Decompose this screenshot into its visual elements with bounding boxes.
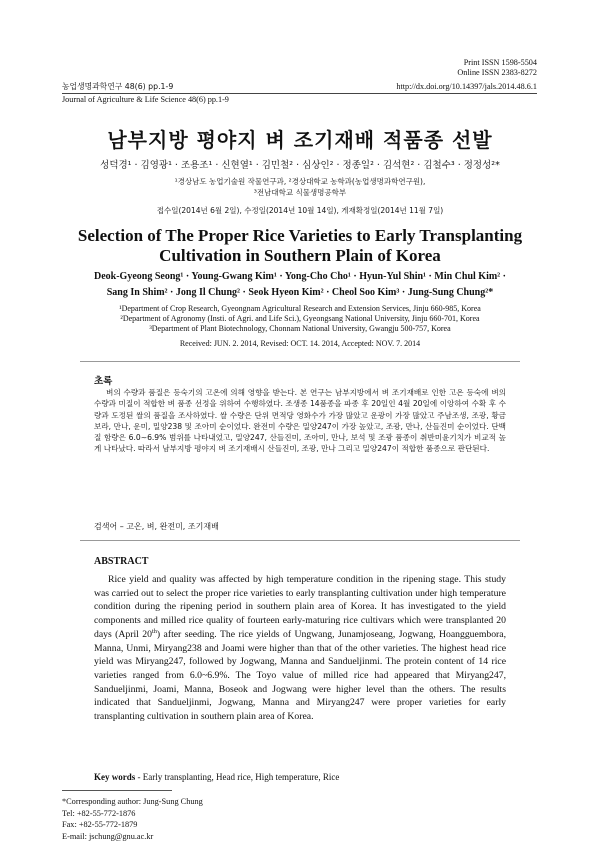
- print-issn: Print ISSN 1598-5504: [463, 58, 537, 67]
- english-authors-line-2: Sang In Shim² · Jong Il Chung² · Seok Hyeon Kim² · Cheol Soo Kim³ · Jung-Sung Chung²*: [106, 287, 494, 298]
- footnote-rule: [62, 790, 172, 791]
- korean-authors: 성덕경¹ · 김영광¹ · 조용조¹ · 신현열¹ · 김민철² · 심상인² · 정종일² · 김석현² · 김철수³ · 정정성²*: [100, 160, 500, 171]
- corresponding-author: *Corresponding author: Jung-Sung Chung: [62, 797, 203, 806]
- english-authors-line-1: Deok-Gyeong Seong¹ · Young-Gwang Kim¹ · Yong-Cho Cho¹ · Hyun-Yul Shin¹ · Min Chul Kim² ·: [93, 271, 507, 282]
- english-affiliation-1: ¹Department of Crop Research, Gyeongnam Agricultural Research and Extension Services, Jinju 660-985, Korea: [119, 304, 481, 313]
- english-title-line-1: Selection of The Proper Rice Varieties to Early Transplanting: [77, 226, 523, 245]
- fax: Fax: +82-55-772-1879: [62, 820, 138, 829]
- abstract-heading: ABSTRACT: [94, 556, 149, 567]
- korean-abstract-body: 벼의 수량과 품질은 등숙기의 고온에 의해 영향을 받는다. 본 연구는 남부지방에서 벼 조기재배로 인한 고온 등숙에 벼의 수량과 미질이 적합한 벼 품종 선정을 위하여 수행하였다. 조생종 14품종을 파종 후 20일인 4월 20일에 이앙하여 수확 후 수량과 도정된 쌀의 품질을 조사하였다. 쌀 수량은 단위 면적당 영화수가 가장 많았고 운광이 가장 많았고 주남조생, 조광, 황금보라, 만나, 운미, 밀양238 및 조아미 순이었다. 완전미 수량은 밀양247이 가장 높았고, 조광, 만나, 산들진미 순이었다. 단백질 함량은 6.0∼6.9% 범위를 나타내었고, 밀양247, 산들진미, 조아미, 만나, 보석 및 조광 품종이 취반미윤기치가 비교적 높게 나타났다. 따라서 남부지방 평야지 벼 조기재배시 산들진미, 조광, 만나 그리고 밀양247이 적합한 품종으로 판단된다.: [94, 388, 506, 454]
- korean-affiliation-1: ¹경상남도 농업기술원 작물연구과, ²경상대학교 농학과(농업생명과학연구원),: [174, 177, 426, 186]
- korean-abstract-heading: 초록: [94, 376, 113, 387]
- journal-name-korean: 농업생명과학연구 48(6) pp.1-9: [62, 82, 174, 91]
- journal-name-english: Journal of Agriculture & Life Science 48(6) pp.1-9: [62, 95, 229, 104]
- english-affiliation-2: ²Department of Agronomy (Insti. of Agri. and Life Sci.), Gyeongsang National University, Jinju 660-701, Korea: [120, 314, 480, 323]
- english-title-line-2: Cultivation in Southern Plain of Korea: [159, 246, 441, 265]
- email[interactable]: E-mail: jschung@gnu.ac.kr: [62, 831, 154, 841]
- online-issn: Online ISSN 2383-8272: [457, 68, 537, 77]
- telephone: Tel: +82-55-772-1876: [62, 808, 136, 818]
- english-keywords: Key words - Early transplanting, Head rice, High temperature, Rice: [94, 772, 340, 782]
- section-divider-2: [80, 540, 520, 541]
- korean-affiliation-2: ³전남대학교 식물생명공학부: [253, 188, 347, 197]
- corresponding-footnote: [62, 796, 203, 842]
- english-affiliation-3: ³Department of Plant Biotechnology, Chonnam National University, Gwangju 500-757, Korea: [149, 324, 451, 333]
- korean-keywords: 검색어 – 고온, 벼, 완전미, 조기재배: [94, 522, 219, 531]
- section-divider-1: [80, 361, 520, 362]
- doi-link[interactable]: http://dx.doi.org/10.14397/jals.2014.48.6.1: [396, 82, 537, 91]
- english-dates: Received: JUN. 2. 2014, Revised: OCT. 14. 2014, Accepted: NOV. 7. 2014: [179, 339, 421, 348]
- korean-dates: 접수일(2014년 6월 2일), 수정일(2014년 10월 14일), 게재확정일(2014년 11월 7일): [156, 206, 444, 215]
- abstract-body: Rice yield and quality was affected by high temperature condition in the ripening stage. This study was carried out to select the proper rice varieties to early transplanting cultivation under high temperature condition during the ripening period in southern plain area of Korea. It has investigated to the yield components and milled rice quality of fourteen early-maturing rice cultivars which were transplanted 20 days (April 20th) after seeding. The rice yields of Ungwang, Junamjoseang, Jogwang, Hoangguembora, Manna, Unmi, Miryang238 and Joami were higher than that of the other varieties. The highest head rice yield was Miryang247, followed by Jogwang, Manna and Sandueljinmi. The protein content of 14 rice varieties ranged from 6.0~6.9%. The Toyo value of milled rice had appeared that Miryang247, Sandueljinmi, Joami, Manna, Boseok and Jogwang were higher level than the others. The results indicated that Sandueljinmi, Jogwang, Manna and Miryang247 were proper varieties for early transplanting cultivation in southern plain area of Korea.: [94, 574, 507, 723]
- header-rule: [62, 93, 537, 94]
- korean-title: 남부지방 평야지 벼 조기재배 적품종 선발: [107, 128, 493, 152]
